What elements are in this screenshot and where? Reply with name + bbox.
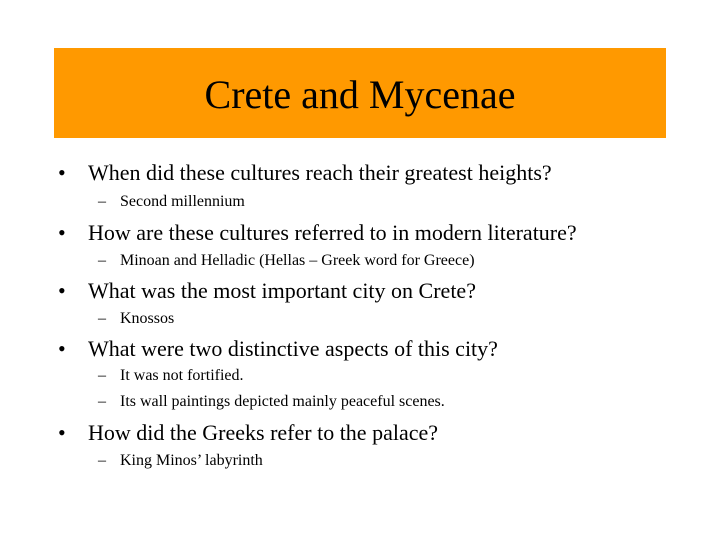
sub-bullet-item-5-1	[98, 453, 263, 469]
sub-bullet-item-1-1	[98, 194, 245, 210]
dash-marker: –	[98, 393, 106, 410]
answer-text: Second millennium	[120, 193, 245, 210]
answer-text: Knossos	[120, 310, 175, 327]
sub-bullet-item-4-2	[98, 394, 445, 410]
dash-marker: –	[98, 310, 106, 327]
dash-marker: –	[98, 193, 106, 210]
question-text: When did these cultures reach their greatest heights?	[88, 160, 552, 185]
bullet-marker: •	[58, 278, 66, 303]
dash-marker: –	[98, 452, 106, 469]
answer-text: It was not fortified.	[120, 367, 244, 384]
answer-text: King Minos’ labyrinth	[120, 452, 263, 469]
bullet-item-2	[58, 222, 577, 244]
bullet-marker: •	[58, 220, 66, 245]
bullet-marker: •	[58, 160, 66, 185]
bullet-item-3	[58, 280, 476, 302]
bullet-item-1	[58, 162, 552, 184]
question-text: What were two distinctive aspects of this city?	[88, 336, 498, 361]
bullet-item-4	[58, 338, 498, 360]
dash-marker: –	[98, 367, 106, 384]
question-text: What was the most important city on Crete?	[88, 278, 476, 303]
sub-bullet-item-2-1	[98, 253, 475, 269]
sub-bullet-item-4-1	[98, 368, 244, 384]
slide-title: Crete and Mycenae	[204, 72, 516, 117]
question-text: How are these cultures referred to in modern literature?	[88, 220, 577, 245]
dash-marker: –	[98, 252, 106, 269]
bullet-marker: •	[58, 336, 66, 361]
answer-text: Minoan and Helladic (Hellas – Greek word for Greece)	[120, 252, 475, 269]
answer-text: Its wall paintings depicted mainly peaceful scenes.	[120, 393, 445, 410]
question-text: How did the Greeks refer to the palace?	[88, 420, 439, 445]
bullet-item-5	[58, 422, 438, 444]
bullet-marker: •	[58, 420, 66, 445]
sub-bullet-item-3-1	[98, 311, 174, 327]
